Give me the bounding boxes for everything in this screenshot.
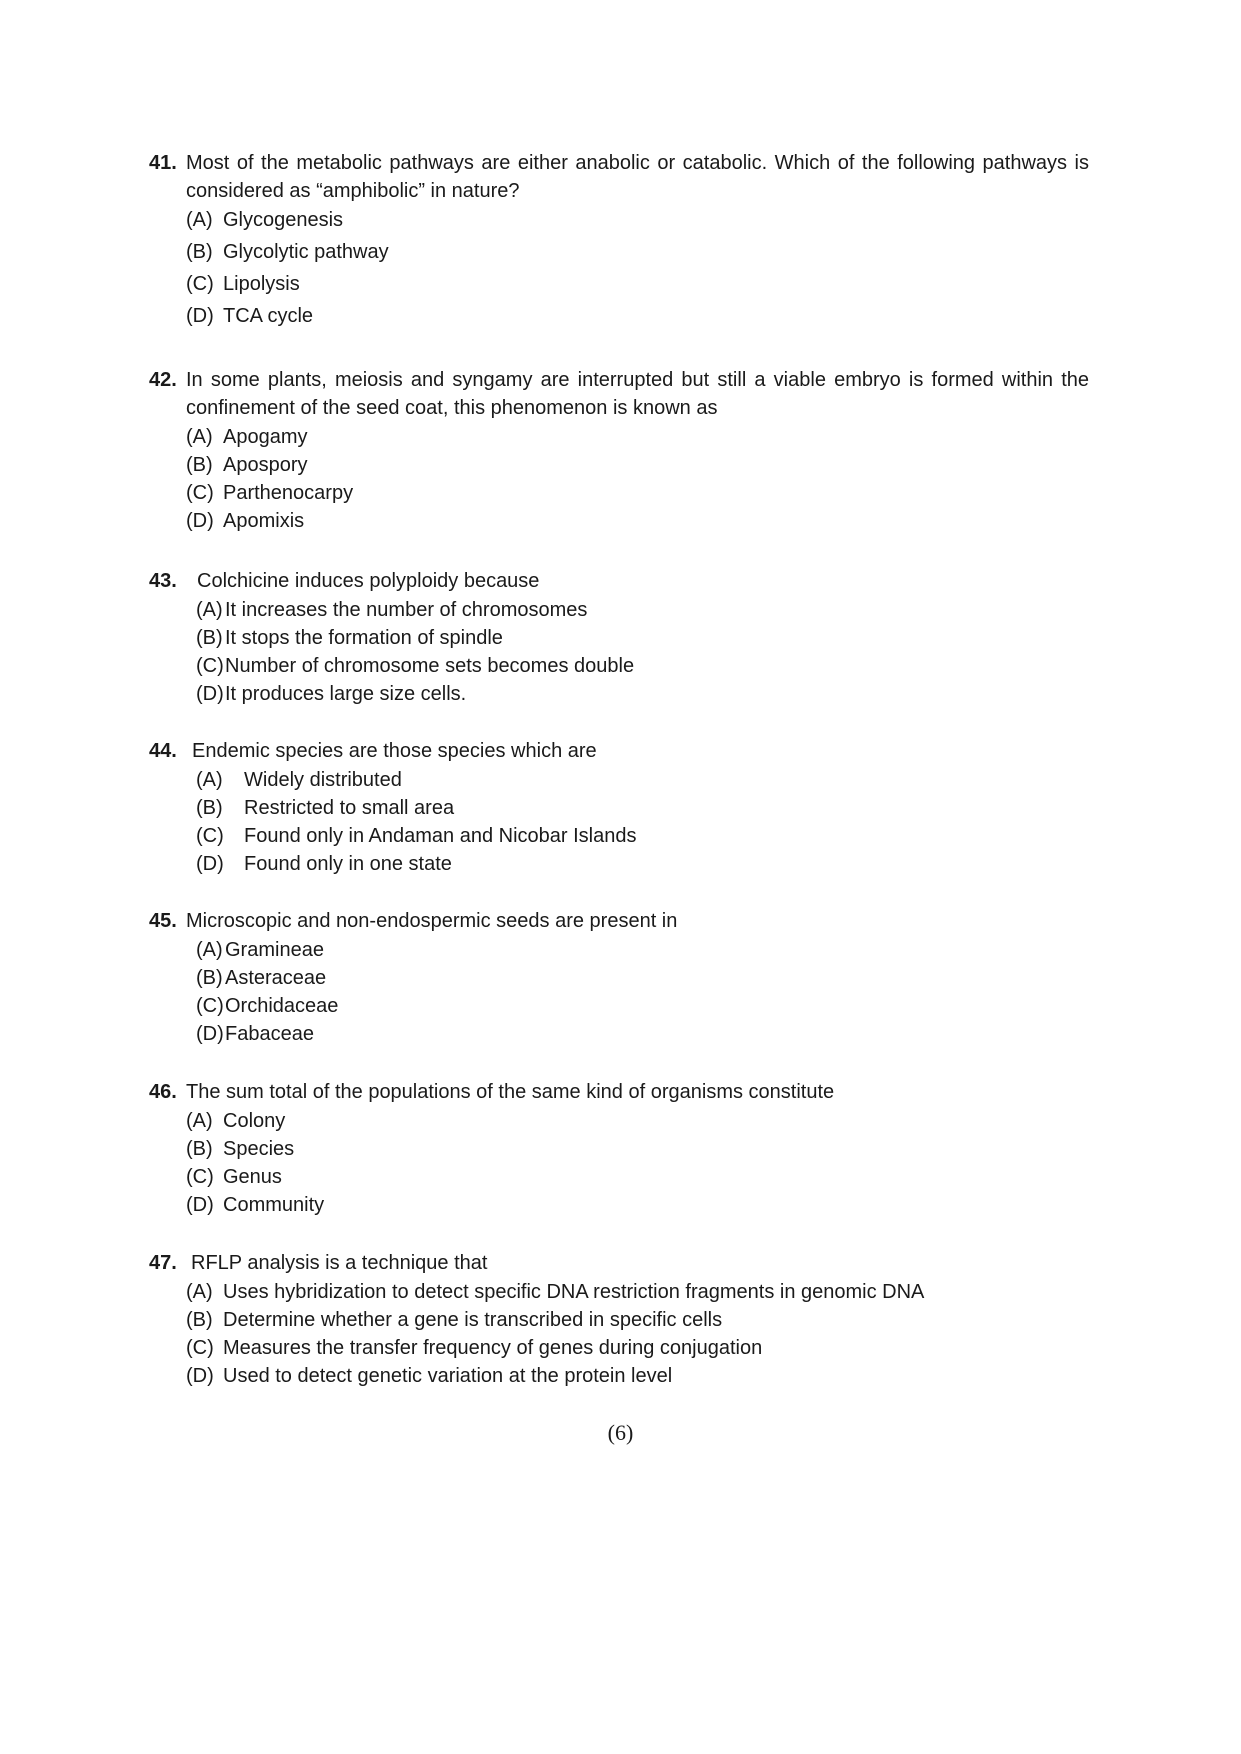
option-text: Used to detect genetic variation at the protein level (223, 1365, 673, 1387)
option-b (149, 451, 1089, 479)
option-label: (A) (186, 426, 213, 448)
options-list (149, 206, 1089, 334)
option-label: (B) (196, 627, 223, 649)
option-d (149, 1191, 1089, 1219)
question-text: Microscopic and non-endospermic seeds are present in (186, 910, 678, 932)
option-label: (D) (196, 1023, 224, 1045)
option-label: (D) (186, 1194, 214, 1216)
option-text: Species (223, 1138, 295, 1160)
option-c (149, 992, 1089, 1020)
option-label: (A) (196, 599, 223, 621)
option-a (149, 766, 1089, 794)
option-a (149, 1107, 1089, 1135)
options-list (149, 936, 1089, 1048)
option-text: Genus (223, 1166, 282, 1188)
option-text: Determine whether a gene is transcribed in specific cells (223, 1309, 723, 1331)
option-label: (C) (186, 482, 214, 504)
option-text: Community (223, 1194, 325, 1216)
option-label: (D) (186, 510, 214, 532)
option-text: It increases the number of chromosomes (225, 599, 588, 621)
question-text: RFLP analysis is a technique that (191, 1252, 488, 1274)
option-b (149, 794, 1089, 822)
option-label: (C) (186, 1337, 214, 1359)
option-text: Found only in Andaman and Nicobar Islands (244, 825, 637, 847)
option-c (149, 270, 1089, 302)
question-45 (149, 907, 1089, 1048)
option-label: (B) (186, 1138, 213, 1160)
question-stem (149, 567, 1089, 595)
question-41 (149, 149, 1089, 334)
option-d (149, 302, 1089, 334)
option-label: (C) (186, 273, 214, 295)
question-text: Most of the metabolic pathways are either anabolic or catabolic. Which of the following pathways is considered as “amphibolic” in nature? (186, 152, 1089, 202)
option-text: Apospory (223, 454, 308, 476)
option-label: (A) (186, 1110, 213, 1132)
options-list (149, 596, 1089, 708)
option-text: It stops the formation of spindle (225, 627, 503, 649)
option-text: Measures the transfer frequency of genes during conjugation (223, 1337, 763, 1359)
option-c (149, 1163, 1089, 1191)
option-text: Lipolysis (223, 273, 300, 295)
option-text: Fabaceae (225, 1023, 314, 1045)
question-stem (149, 1249, 1089, 1277)
question-number: 42. (149, 369, 177, 391)
option-b (149, 238, 1089, 270)
question-stem (149, 149, 1089, 205)
option-label: (B) (186, 454, 213, 476)
option-d (149, 1362, 1089, 1390)
question-text: The sum total of the populations of the same kind of organisms constitute (186, 1081, 835, 1103)
option-b (149, 624, 1089, 652)
option-label: (C) (196, 655, 224, 677)
question-stem (149, 1078, 1089, 1106)
option-label: (D) (196, 853, 224, 875)
option-d (149, 850, 1089, 878)
option-b (149, 1135, 1089, 1163)
option-text: Uses hybridization to detect specific DNA restriction fragments in genomic DNA (223, 1281, 925, 1303)
question-number: 45. (149, 910, 177, 932)
option-a (149, 936, 1089, 964)
option-text: It produces large size cells. (225, 683, 467, 705)
option-c (149, 822, 1089, 850)
option-label: (D) (186, 1365, 214, 1387)
question-stem (149, 737, 1089, 765)
question-number: 46. (149, 1081, 177, 1103)
option-label: (D) (186, 305, 214, 327)
question-stem (149, 366, 1089, 422)
question-44 (149, 737, 1089, 878)
option-text: Number of chromosome sets becomes double (225, 655, 635, 677)
question-number: 47. (149, 1252, 177, 1274)
option-label: (B) (186, 1309, 213, 1331)
option-text: Asteraceae (225, 967, 327, 989)
options-list (149, 1107, 1089, 1219)
option-label: (D) (196, 683, 224, 705)
option-text: TCA cycle (223, 305, 314, 327)
question-42 (149, 366, 1089, 535)
option-label: (A) (186, 209, 213, 231)
question-text: Colchicine induces polyploidy because (197, 570, 540, 592)
option-text: Parthenocarpy (223, 482, 354, 504)
options-list (149, 766, 1089, 878)
page-number: (6) (607, 1420, 634, 1445)
question-number: 41. (149, 152, 177, 174)
question-text: In some plants, meiosis and syngamy are interrupted but still a viable embryo is formed within the confinement of the seed coat, this phenomenon is known as (186, 369, 1089, 419)
option-d (149, 1020, 1089, 1048)
option-b (149, 964, 1089, 992)
question-stem (149, 907, 1089, 935)
option-a (149, 423, 1089, 451)
option-text: Apogamy (223, 426, 308, 448)
option-text: Restricted to small area (244, 797, 455, 819)
option-label: (C) (196, 825, 224, 847)
option-text: Found only in one state (244, 853, 452, 875)
option-label: (A) (196, 769, 223, 791)
question-46 (149, 1078, 1089, 1219)
option-c (149, 1334, 1089, 1362)
option-label: (B) (196, 967, 223, 989)
question-47 (149, 1249, 1089, 1390)
question-number: 43. (149, 570, 177, 592)
option-text: Orchidaceae (225, 995, 339, 1017)
question-text: Endemic species are those species which are (192, 740, 597, 762)
option-d (149, 507, 1089, 535)
options-list (149, 1278, 1089, 1390)
option-a (149, 1278, 1089, 1306)
option-b (149, 1306, 1089, 1334)
option-d (149, 680, 1089, 708)
question-number: 44. (149, 740, 177, 762)
option-text: Apomixis (223, 510, 305, 532)
option-text: Widely distributed (244, 769, 402, 791)
option-c (149, 652, 1089, 680)
option-label: (C) (186, 1166, 214, 1188)
option-label: (B) (186, 241, 213, 263)
option-text: Colony (223, 1110, 286, 1132)
option-a (149, 206, 1089, 238)
option-text: Glycolytic pathway (223, 241, 389, 263)
option-label: (A) (196, 939, 223, 961)
option-text: Gramineae (225, 939, 324, 961)
option-a (149, 596, 1089, 624)
option-c (149, 479, 1089, 507)
option-label: (A) (186, 1281, 213, 1303)
option-label: (B) (196, 797, 223, 819)
option-label: (C) (196, 995, 224, 1017)
question-43 (149, 567, 1089, 708)
option-text: Glycogenesis (223, 209, 344, 231)
options-list (149, 423, 1089, 535)
